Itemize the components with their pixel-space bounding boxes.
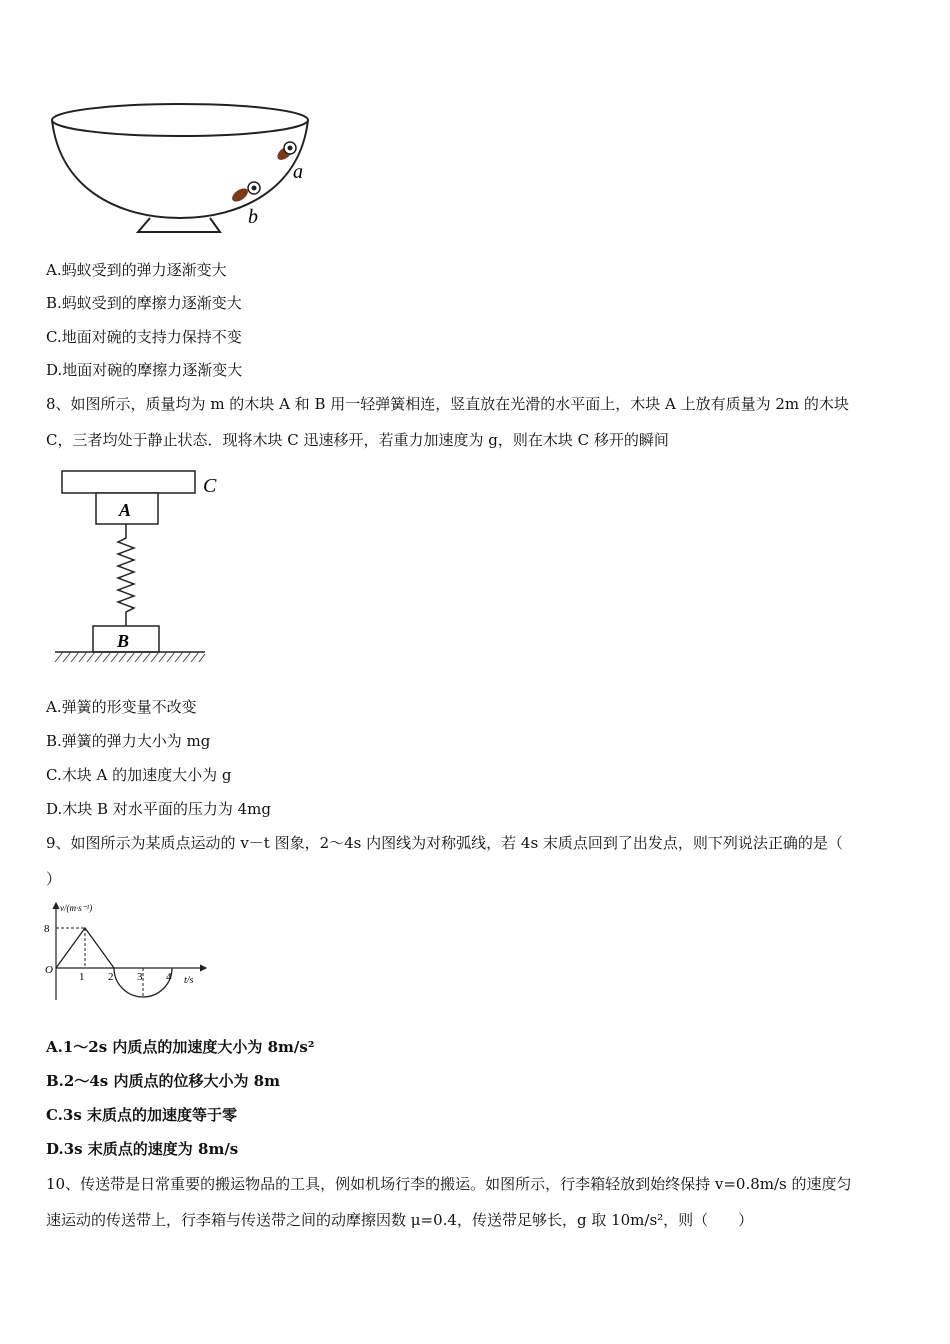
ground-hatch [55,652,205,662]
q8-option-c: C.木块 A 的加速度大小为 g [46,766,232,784]
q7-option-a: A.蚂蚁受到的弹力逐渐变大 [46,261,227,279]
q7-option-b: B.蚂蚁受到的摩擦力逐渐变大 [46,294,242,312]
q8-stem-line2: C，三者均处于静止状态．现将木块 C 迅速移开，若重力加速度为 g，则在木块 C 移开的瞬间 [46,431,669,449]
block-c [62,471,195,493]
bowl-figure [40,100,330,240]
x-axis-label: t/s [184,975,194,986]
q8-option-a: A.弹簧的形变量不改变 [46,698,197,716]
y-tick-8: 8 [44,923,50,935]
q9-option-c: C.3s 末质点的加速度等于零 [46,1106,238,1124]
spring-icon [118,524,134,626]
q8-option-d: D.木块 B 对水平面的压力为 4mg [46,800,271,818]
q8-option-b: B.弹簧的弹力大小为 mg [46,732,211,750]
q7-option-d: D.地面对碗的摩擦力逐渐变大 [46,361,243,379]
label-b: b [248,206,258,228]
q7-option-c: C.地面对碗的支持力保持不变 [46,328,242,346]
label-a: a [293,161,303,183]
x-tick-4: 4 [166,971,172,983]
origin-label: O [45,964,53,976]
q9-option-a: A.1～2s 内质点的加速度大小为 8m/s² [46,1038,315,1056]
x-tick-2: 2 [108,971,114,983]
label-block-c: C [203,475,217,497]
q9-stem-line1: 9、如图所示为某质点运动的 v－t 图象，2～4s 内图线为对称弧线，若 4s 末质点回到了出发点，则下列说法正确的是（ [46,834,843,852]
q9-option-b: B.2～4s 内质点的位移大小为 8m [46,1072,280,1090]
ant-icon-a [275,142,296,163]
q8-stem-line1: 8、如图所示，质量均为 m 的木块 A 和 B 用一轻弹簧相连，竖直放在光滑的水平面上，木块 A 上放有质量为 2m 的木块 [46,395,849,413]
spring-blocks-figure [50,466,230,670]
q9-stem-line2: ） [46,870,62,888]
q10-stem-line2: 速运动的传送带上，行李箱与传送带之间的动摩擦因数 μ=0.4，传送带足够长，g 取 10m/s²，则（ ） [46,1211,754,1229]
q9-option-d: D.3s 末质点的速度为 8m/s [46,1140,239,1158]
label-block-b: B [117,631,130,651]
label-block-a: A [119,500,132,520]
series-arc-1 [114,968,172,997]
y-axis-label: v/(m·s⁻¹) [60,903,93,913]
x-tick-1: 1 [79,971,85,983]
x-tick-3: 3 [137,971,143,983]
q10-stem-line1: 10、传送带是日常重要的搬运物品的工具，例如机场行李的搬运。如图所示，行李箱轻放到始终保持 v=0.8m/s 的速度匀 [46,1175,852,1193]
vt-chart [40,898,220,1010]
